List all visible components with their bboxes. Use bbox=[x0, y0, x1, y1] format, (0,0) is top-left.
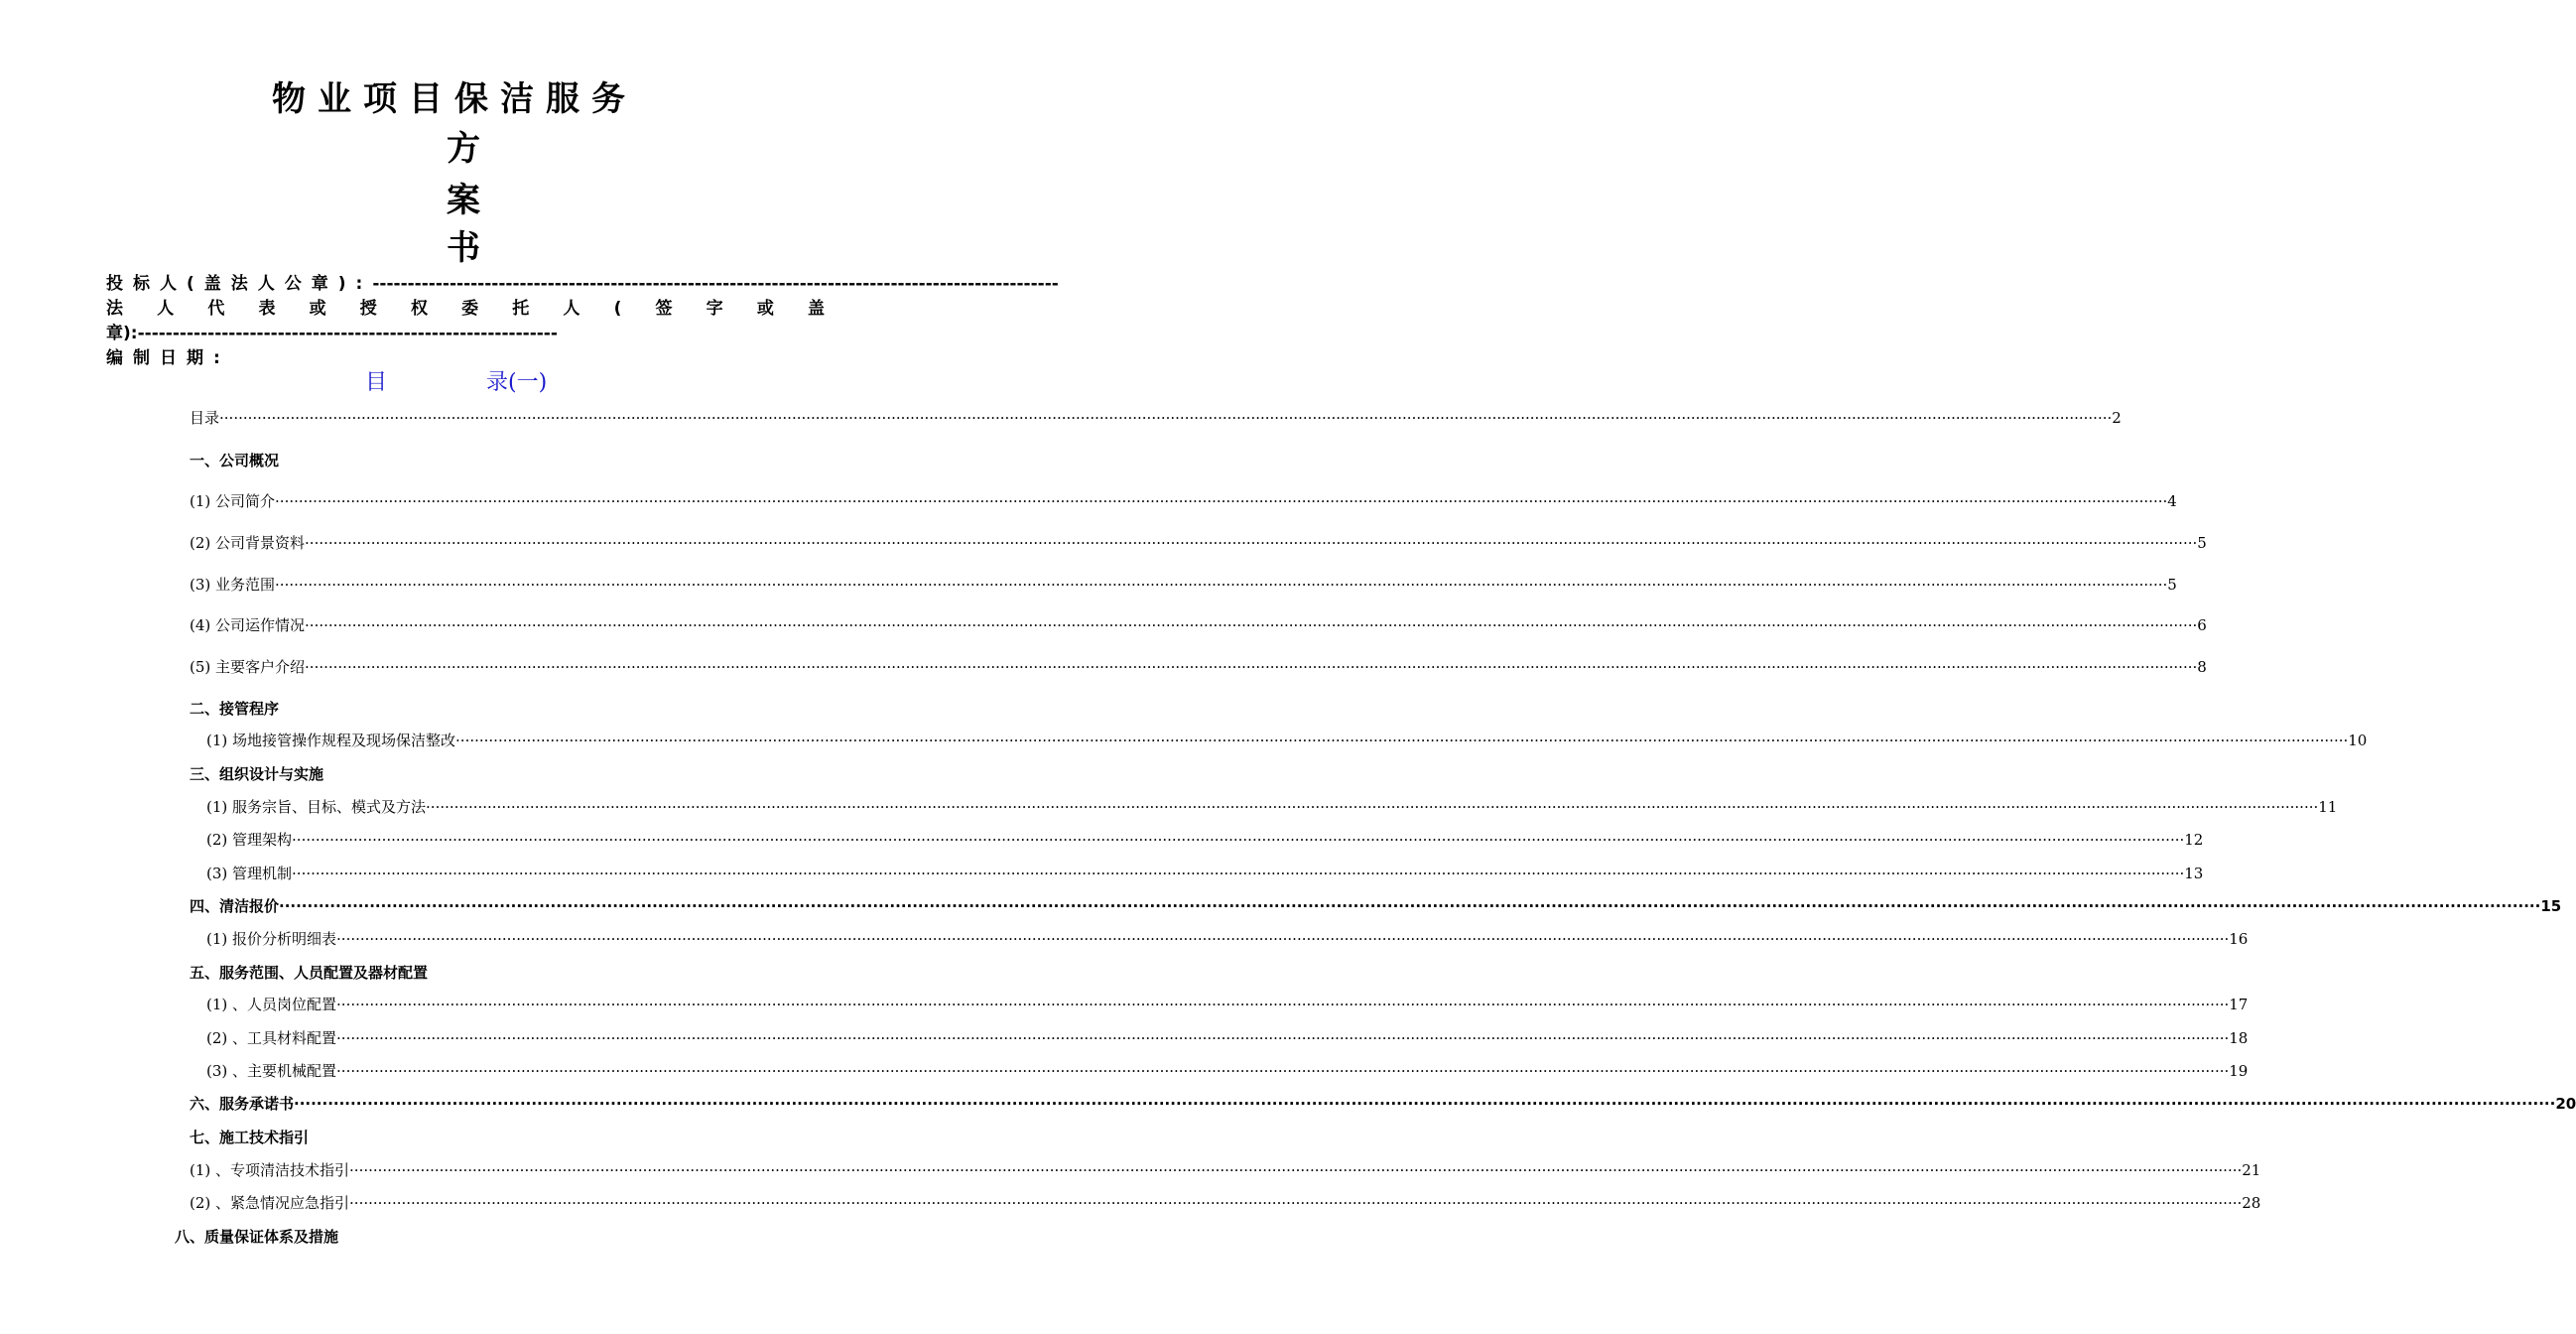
toc-entry bbox=[206, 864, 2204, 883]
toc-entry-label: (2) 、紧急情况应急指引 bbox=[190, 1194, 350, 1212]
bidder-line bbox=[106, 273, 1059, 295]
toc-page-number: 16 bbox=[2229, 930, 2249, 948]
toc-page-number: 2 bbox=[2112, 409, 2122, 427]
document-title-line-2: 方 bbox=[447, 129, 480, 169]
toc-page-number: 21 bbox=[2242, 1161, 2261, 1179]
toc-entry-label: (3) 、主要机械配置 bbox=[206, 1062, 337, 1080]
toc-heading bbox=[365, 369, 547, 397]
legal-rep-continuation bbox=[106, 323, 558, 344]
toc-page-number: 10 bbox=[2348, 732, 2368, 749]
toc-entry-label: 目录 bbox=[190, 409, 220, 427]
toc-entry-label: (4) 公司运作情况 bbox=[190, 616, 306, 634]
toc-section-heading: 三、组织设计与实施 bbox=[190, 765, 324, 783]
toc-entry bbox=[206, 797, 2338, 817]
toc-leader-dots: ················································································································································································································································································································································································································ bbox=[292, 831, 2185, 849]
legal-rep-char: 代 bbox=[207, 299, 225, 319]
toc-leader-dots: ················································································································································································································································································································································································································ bbox=[426, 798, 2319, 816]
toc-leader-dots: ················································································································································································································································································································································································································ bbox=[275, 492, 2168, 510]
toc-entry-label: (1) 服务宗旨、目标、模式及方法 bbox=[206, 798, 427, 816]
toc-leader-dots: ················································································································································································································································································································································································································ bbox=[336, 996, 2230, 1013]
toc-entry-label: (5) 主要客户介绍 bbox=[190, 658, 306, 676]
legal-rep-char: 人 bbox=[157, 299, 175, 319]
toc-leader-dots: ················································································································································································································································································································································································································ bbox=[292, 865, 2185, 882]
document-title-line-1: 物业项目保洁服务 bbox=[272, 79, 637, 119]
legal-rep-char: 或 bbox=[756, 299, 774, 319]
toc-page-number: 17 bbox=[2229, 996, 2249, 1013]
toc-entry bbox=[190, 1160, 2261, 1180]
toc-entry-label: (1) 、专项清洁技术指引 bbox=[190, 1161, 350, 1179]
toc-entry bbox=[190, 575, 2177, 595]
legal-rep-char: ( bbox=[613, 299, 622, 319]
toc-entry bbox=[190, 896, 2562, 916]
toc-entry-label: (2) 公司背景资料 bbox=[190, 534, 306, 552]
toc-leader-dots: ················································································································································································································································································································································································································ bbox=[455, 732, 2349, 749]
toc-entry bbox=[206, 1061, 2249, 1081]
toc-section-heading: 一、公司概况 bbox=[190, 452, 280, 469]
compile-date-label: 编制日期: bbox=[106, 348, 230, 368]
legal-rep-fill-line: ------------------------------------------------------------ bbox=[137, 324, 558, 343]
legal-rep-char: 人 bbox=[563, 299, 580, 319]
toc-entry bbox=[190, 1094, 2576, 1114]
toc-leader-dots: ················································································································································································································································································································································································································ bbox=[219, 409, 2113, 427]
document-title-line-3: 案 bbox=[447, 181, 480, 220]
bidder-label: 投标人(盖法人公章): bbox=[106, 274, 373, 294]
legal-rep-char: 盖 bbox=[807, 299, 825, 319]
toc-section-heading: 七、施工技术指引 bbox=[190, 1129, 310, 1146]
legal-rep-char: 法 bbox=[106, 299, 123, 319]
toc-page-number: 6 bbox=[2197, 616, 2207, 634]
toc-heading-left: 目 bbox=[365, 370, 388, 395]
toc-leader-dots: ················································································································································································································································································································································································································ bbox=[336, 930, 2230, 948]
toc-entry bbox=[190, 408, 2122, 428]
toc-section-heading: 八、质量保证体系及措施 bbox=[175, 1228, 339, 1246]
toc-entry-label: (1) 场地接管操作规程及现场保洁整改 bbox=[206, 732, 456, 749]
legal-rep-char: 权 bbox=[410, 299, 428, 319]
toc-leader-dots: ················································································································································································································································································································································································································ bbox=[305, 658, 2198, 676]
toc-page-number: 15 bbox=[2540, 897, 2562, 915]
toc-entry bbox=[206, 830, 2204, 850]
toc-entry bbox=[190, 533, 2207, 553]
toc-page-number: 11 bbox=[2318, 798, 2338, 816]
toc-page-number: 13 bbox=[2184, 865, 2204, 882]
toc-entry-label: (2) 、工具材料配置 bbox=[206, 1029, 337, 1047]
toc-leader-dots: ················································································································································································································································································································································································································ bbox=[305, 616, 2198, 634]
toc-page-number: 8 bbox=[2197, 658, 2207, 676]
document-title-line-4: 书 bbox=[447, 228, 480, 268]
toc-entry-label: (1) 公司简介 bbox=[190, 492, 276, 510]
toc-entry bbox=[206, 929, 2249, 949]
legal-rep-cont-label: 章): bbox=[106, 324, 138, 343]
toc-page-number: 5 bbox=[2167, 576, 2177, 594]
toc-entry bbox=[206, 731, 2368, 750]
toc-page-number: 4 bbox=[2167, 492, 2177, 510]
toc-page-number: 19 bbox=[2229, 1062, 2249, 1080]
toc-leader-dots: ················································································································································································································································································································································································································ bbox=[279, 897, 2541, 915]
toc-entry bbox=[206, 1028, 2249, 1048]
bidder-fill-line: -------------------------------------------------------------------------------------------------- bbox=[372, 274, 1059, 294]
legal-rep-char: 表 bbox=[258, 299, 276, 319]
toc-heading-right: 录(一) bbox=[486, 370, 548, 395]
toc-leader-dots: ················································································································································································································································································································································································································ bbox=[275, 576, 2168, 594]
toc-entry-label: (3) 管理机制 bbox=[206, 865, 293, 882]
toc-leader-dots: ················································································································································································································································································································································································································ bbox=[336, 1062, 2230, 1080]
toc-entry-label: 六、服务承诺书 bbox=[190, 1095, 295, 1113]
toc-entry-label: (2) 管理架构 bbox=[206, 831, 293, 849]
toc-entry-label: 四、清洁报价 bbox=[190, 897, 280, 915]
legal-rep-char: 托 bbox=[512, 299, 530, 319]
toc-section-heading: 五、服务范围、人员配置及器材配置 bbox=[190, 964, 429, 982]
toc-entry bbox=[190, 657, 2207, 677]
toc-leader-dots: ················································································································································································································································································································································································································ bbox=[336, 1029, 2230, 1047]
legal-rep-char: 字 bbox=[706, 299, 723, 319]
toc-page-number: 12 bbox=[2184, 831, 2204, 849]
legal-rep-line bbox=[106, 298, 825, 320]
legal-rep-char: 授 bbox=[359, 299, 377, 319]
toc-entry bbox=[190, 615, 2207, 635]
toc-leader-dots: ················································································································································································································································································································································································································ bbox=[305, 534, 2198, 552]
toc-page-number: 5 bbox=[2197, 534, 2207, 552]
toc-leader-dots: ················································································································································································································································································································································································································ bbox=[349, 1194, 2243, 1212]
toc-entry-label: (1) 、人员岗位配置 bbox=[206, 996, 337, 1013]
toc-leader-dots: ················································································································································································································································································································································································································ bbox=[294, 1095, 2556, 1113]
toc-entry bbox=[190, 1193, 2261, 1213]
toc-section-heading: 二、接管程序 bbox=[190, 700, 280, 718]
toc-entry-label: (1) 报价分析明细表 bbox=[206, 930, 337, 948]
legal-rep-char: 委 bbox=[461, 299, 479, 319]
toc-entry bbox=[206, 995, 2249, 1014]
legal-rep-char: 或 bbox=[309, 299, 326, 319]
toc-page-number: 20 bbox=[2555, 1095, 2576, 1113]
toc-page-number: 28 bbox=[2242, 1194, 2261, 1212]
toc-leader-dots: ················································································································································································································································································································································································································ bbox=[349, 1161, 2243, 1179]
toc-entry bbox=[190, 491, 2177, 511]
legal-rep-char: 签 bbox=[655, 299, 673, 319]
toc-page-number: 18 bbox=[2229, 1029, 2249, 1047]
toc-entry-label: (3) 业务范围 bbox=[190, 576, 276, 594]
